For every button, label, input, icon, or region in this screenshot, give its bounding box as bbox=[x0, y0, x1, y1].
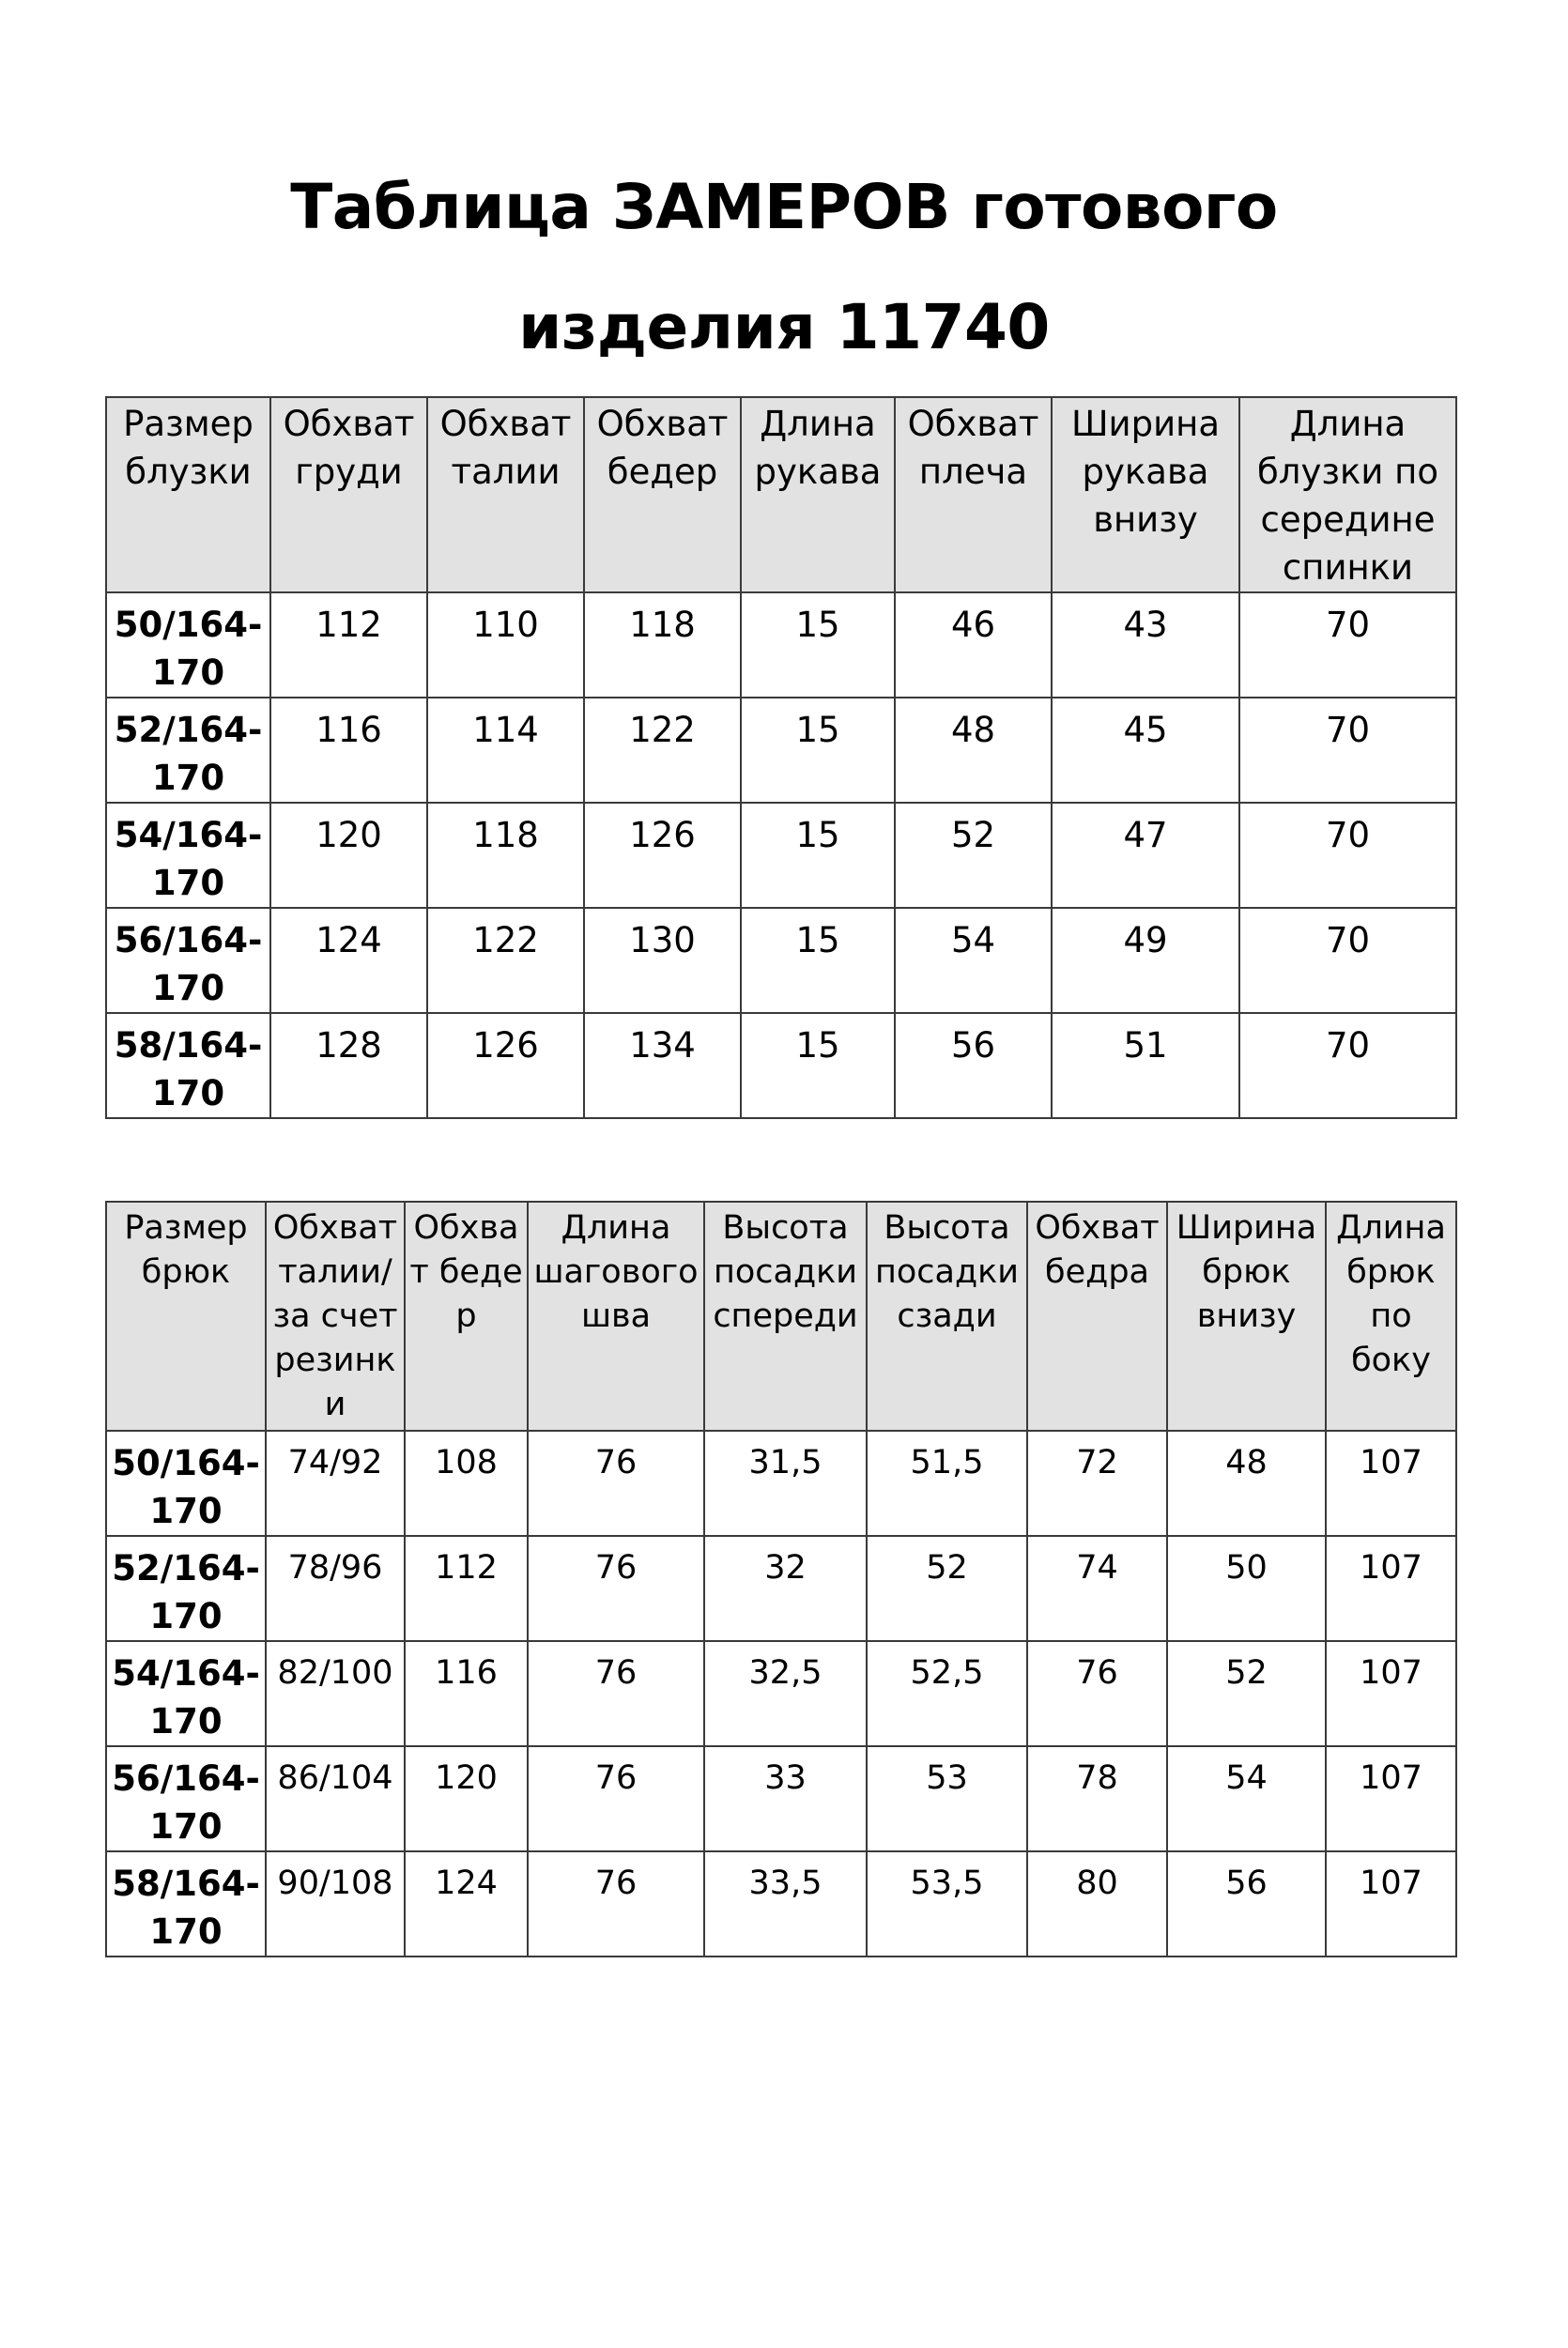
header-leg-opening: Ширина брюк внизу bbox=[1167, 1202, 1326, 1431]
size-cell: 50/164-170 bbox=[106, 1431, 266, 1536]
table-row bbox=[106, 1536, 1456, 1641]
value-cell: 134 bbox=[584, 1013, 741, 1118]
value-cell: 116 bbox=[270, 698, 427, 803]
value-cell: 56 bbox=[895, 1013, 1052, 1118]
value-cell: 15 bbox=[741, 592, 895, 698]
value-cell: 72 bbox=[1027, 1431, 1167, 1536]
value-cell: 53,5 bbox=[867, 1851, 1027, 1957]
value-cell: 48 bbox=[895, 698, 1052, 803]
header-shoulder: Обхват плеча bbox=[895, 397, 1052, 592]
value-cell: 130 bbox=[584, 908, 741, 1013]
value-cell: 80 bbox=[1027, 1851, 1167, 1957]
header-inseam: Длина шагового шва bbox=[528, 1202, 704, 1431]
table-row bbox=[106, 1431, 1456, 1536]
table-row bbox=[106, 698, 1456, 803]
header-back-rise: Высота посадки сзади bbox=[867, 1202, 1027, 1431]
size-cell: 54/164-170 bbox=[106, 1641, 266, 1746]
value-cell: 108 bbox=[405, 1431, 528, 1536]
value-cell: 120 bbox=[405, 1746, 528, 1851]
blouse-table-header-row bbox=[106, 397, 1456, 592]
value-cell: 54 bbox=[895, 908, 1052, 1013]
value-cell: 76 bbox=[528, 1536, 704, 1641]
header-chest: Обхват груди bbox=[270, 397, 427, 592]
value-cell: 15 bbox=[741, 908, 895, 1013]
header-sleeve-length: Длина рукава bbox=[741, 397, 895, 592]
value-cell: 33 bbox=[704, 1746, 867, 1851]
value-cell: 52 bbox=[895, 803, 1052, 908]
value-cell: 51 bbox=[1052, 1013, 1239, 1118]
header-hips: Обхват бедер bbox=[405, 1202, 528, 1431]
value-cell: 33,5 bbox=[704, 1851, 867, 1957]
value-cell: 56 bbox=[1167, 1851, 1326, 1957]
size-cell: 56/164-170 bbox=[106, 1746, 266, 1851]
value-cell: 70 bbox=[1239, 592, 1456, 698]
pants-table-header-row bbox=[106, 1202, 1456, 1431]
value-cell: 70 bbox=[1239, 803, 1456, 908]
value-cell: 53 bbox=[867, 1746, 1027, 1851]
value-cell: 122 bbox=[427, 908, 584, 1013]
value-cell: 114 bbox=[427, 698, 584, 803]
header-blouse-length: Длина блузки по середине спинки bbox=[1239, 397, 1456, 592]
value-cell: 126 bbox=[427, 1013, 584, 1118]
size-cell: 56/164-170 bbox=[106, 908, 270, 1013]
size-cell: 50/164-170 bbox=[106, 592, 270, 698]
value-cell: 112 bbox=[270, 592, 427, 698]
value-cell: 48 bbox=[1167, 1431, 1326, 1536]
table-row bbox=[106, 1851, 1456, 1957]
value-cell: 31,5 bbox=[704, 1431, 867, 1536]
value-cell: 107 bbox=[1326, 1536, 1456, 1641]
blouse-measurements-table bbox=[105, 396, 1457, 1119]
value-cell: 128 bbox=[270, 1013, 427, 1118]
page-title-line2: изделия 11740 bbox=[518, 291, 1050, 363]
value-cell: 76 bbox=[1027, 1641, 1167, 1746]
value-cell: 54 bbox=[1167, 1746, 1326, 1851]
value-cell: 43 bbox=[1052, 592, 1239, 698]
value-cell: 76 bbox=[528, 1746, 704, 1851]
value-cell: 82/100 bbox=[266, 1641, 405, 1746]
value-cell: 126 bbox=[584, 803, 741, 908]
value-cell: 107 bbox=[1326, 1641, 1456, 1746]
table-row bbox=[106, 1746, 1456, 1851]
value-cell: 70 bbox=[1239, 908, 1456, 1013]
value-cell: 15 bbox=[741, 1013, 895, 1118]
value-cell: 78/96 bbox=[266, 1536, 405, 1641]
table-row bbox=[106, 908, 1456, 1013]
page-title-line1: Таблица ЗАМЕРОВ готового bbox=[290, 171, 1278, 243]
value-cell: 118 bbox=[427, 803, 584, 908]
value-cell: 74 bbox=[1027, 1536, 1167, 1641]
value-cell: 70 bbox=[1239, 698, 1456, 803]
value-cell: 32 bbox=[704, 1536, 867, 1641]
value-cell: 107 bbox=[1326, 1431, 1456, 1536]
value-cell: 124 bbox=[270, 908, 427, 1013]
value-cell: 15 bbox=[741, 803, 895, 908]
value-cell: 124 bbox=[405, 1851, 528, 1957]
header-sleeve-width: Ширина рукава внизу bbox=[1052, 397, 1239, 592]
header-size: Размер блузки bbox=[106, 397, 270, 592]
pants-measurements-table bbox=[105, 1201, 1457, 1957]
value-cell: 49 bbox=[1052, 908, 1239, 1013]
value-cell: 86/104 bbox=[266, 1746, 405, 1851]
header-waist-elastic: Обхват талии/ за счет резинки bbox=[266, 1202, 405, 1431]
header-waist: Обхват талии bbox=[427, 397, 584, 592]
size-cell: 52/164-170 bbox=[106, 698, 270, 803]
header-size: Размер брюк bbox=[106, 1202, 266, 1431]
value-cell: 70 bbox=[1239, 1013, 1456, 1118]
value-cell: 120 bbox=[270, 803, 427, 908]
value-cell: 45 bbox=[1052, 698, 1239, 803]
value-cell: 32,5 bbox=[704, 1641, 867, 1746]
value-cell: 110 bbox=[427, 592, 584, 698]
value-cell: 122 bbox=[584, 698, 741, 803]
value-cell: 52,5 bbox=[867, 1641, 1027, 1746]
size-cell: 52/164-170 bbox=[106, 1536, 266, 1641]
value-cell: 118 bbox=[584, 592, 741, 698]
size-cell: 58/164-170 bbox=[106, 1851, 266, 1957]
value-cell: 116 bbox=[405, 1641, 528, 1746]
value-cell: 52 bbox=[1167, 1641, 1326, 1746]
value-cell: 78 bbox=[1027, 1746, 1167, 1851]
size-cell: 54/164-170 bbox=[106, 803, 270, 908]
value-cell: 74/92 bbox=[266, 1431, 405, 1536]
value-cell: 50 bbox=[1167, 1536, 1326, 1641]
value-cell: 107 bbox=[1326, 1746, 1456, 1851]
value-cell: 107 bbox=[1326, 1851, 1456, 1957]
table-row bbox=[106, 1013, 1456, 1118]
value-cell: 76 bbox=[528, 1431, 704, 1536]
value-cell: 52 bbox=[867, 1536, 1027, 1641]
value-cell: 90/108 bbox=[266, 1851, 405, 1957]
value-cell: 15 bbox=[741, 698, 895, 803]
value-cell: 112 bbox=[405, 1536, 528, 1641]
value-cell: 51,5 bbox=[867, 1431, 1027, 1536]
header-side-length: Длина брюк по боку bbox=[1326, 1202, 1456, 1431]
header-front-rise: Высота посадки спереди bbox=[704, 1202, 867, 1431]
value-cell: 47 bbox=[1052, 803, 1239, 908]
header-hips: Обхват бедер bbox=[584, 397, 741, 592]
value-cell: 76 bbox=[528, 1851, 704, 1957]
header-thigh: Обхват бедра bbox=[1027, 1202, 1167, 1431]
size-cell: 58/164-170 bbox=[106, 1013, 270, 1118]
value-cell: 46 bbox=[895, 592, 1052, 698]
table-row bbox=[106, 803, 1456, 908]
table-row bbox=[106, 592, 1456, 698]
table-row bbox=[106, 1641, 1456, 1746]
value-cell: 76 bbox=[528, 1641, 704, 1746]
